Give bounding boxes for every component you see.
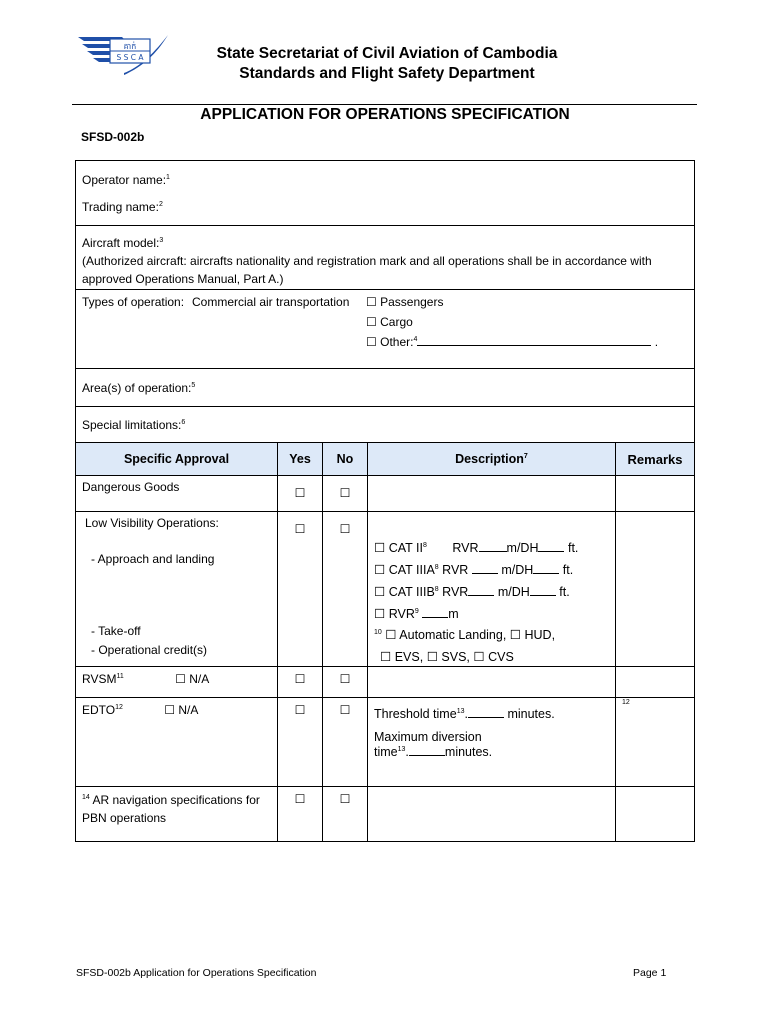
approval-pbn-cont: PBN operations xyxy=(82,811,167,825)
types-row xyxy=(76,290,695,369)
checkbox-icon: ☐ xyxy=(374,541,386,555)
edto-threshold-field[interactable]: Threshold time$^{13}$. minutes. xyxy=(374,707,555,721)
evs-label: EVS, xyxy=(394,650,424,664)
checkbox-icon: ☐ xyxy=(366,295,377,309)
edto-remarks[interactable] xyxy=(616,698,695,787)
blank-line[interactable] xyxy=(468,717,504,718)
footnote-ref: 2 xyxy=(158,201,163,208)
na-label: N/A xyxy=(189,672,210,686)
rvsm-remarks[interactable] xyxy=(616,667,695,698)
max-diversion-time-label: time xyxy=(374,745,398,759)
option-cargo-label: Cargo xyxy=(380,315,413,329)
lvo-approach: - Approach and landing xyxy=(91,552,215,566)
lvo-cat3b-option[interactable] xyxy=(374,584,570,599)
mdh-label: m/DH xyxy=(506,541,539,555)
max-diversion-label: Maximum diversion xyxy=(374,730,482,744)
organization-name xyxy=(180,44,594,84)
option-cargo[interactable] xyxy=(366,315,413,329)
checkbox-icon: ☐ xyxy=(374,585,386,599)
footnote-ref: 9 xyxy=(414,607,419,615)
checkbox-icon: ☐ xyxy=(374,607,386,621)
option-other-label: Other: xyxy=(380,335,414,349)
cat3a-label: CAT IIIA xyxy=(388,563,435,577)
trading-name-label: Trading name: xyxy=(82,200,159,214)
org-line-2: Standards and Flight Safety Department xyxy=(239,65,535,82)
footnote-ref: 13 xyxy=(456,707,465,715)
footnote-ref: 6 xyxy=(181,418,186,426)
footnote-ref: 12 xyxy=(622,699,630,706)
header-remarks: Remarks xyxy=(616,443,695,476)
checkbox-icon: ☐ xyxy=(164,703,176,717)
checkbox-icon: ☐ xyxy=(374,563,386,577)
document-title: APPLICATION FOR OPERATIONS SPECIFICATION xyxy=(200,106,570,123)
hud-label: HUD, xyxy=(524,628,556,642)
option-cvs[interactable] xyxy=(473,650,513,664)
ssca-logo xyxy=(76,31,170,79)
footnote-ref: 1 xyxy=(166,174,170,181)
logo-text-ssca: S S C A xyxy=(116,53,144,62)
lvo-cat3a-option[interactable] xyxy=(374,562,573,577)
dg-no-checkbox[interactable]: ☐ xyxy=(323,476,368,512)
minutes-label: minutes. xyxy=(507,707,555,721)
footnote-ref: 7 xyxy=(523,452,528,460)
edto-max-diversion-field[interactable]: Maximum diversion time$^{13}$. minutes. xyxy=(374,730,609,760)
application-form xyxy=(75,160,695,842)
trading-name-field[interactable] xyxy=(82,198,688,216)
footnote-ref: 12 xyxy=(115,704,123,711)
option-auto-landing[interactable] xyxy=(385,628,506,642)
blank-line[interactable] xyxy=(530,595,556,596)
document-code: SFSD-002b xyxy=(81,130,145,144)
ft-label: ft. xyxy=(567,541,579,555)
option-svs[interactable] xyxy=(427,650,470,664)
approval-pbn: AR navigation specifications for xyxy=(92,793,260,807)
table-row xyxy=(76,476,695,512)
dg-remarks[interactable] xyxy=(616,476,695,512)
rvsm-description[interactable] xyxy=(368,667,616,698)
approval-rvsm: RVSM xyxy=(82,672,117,686)
lvo-rvr-takeoff-option[interactable] xyxy=(374,606,459,621)
header-yes: Yes xyxy=(278,443,323,476)
na-label: N/A xyxy=(178,703,199,717)
rvr-takeoff-label: RVR xyxy=(388,607,415,621)
option-hud[interactable] xyxy=(510,628,555,642)
table-row xyxy=(76,512,695,667)
blank-line[interactable] xyxy=(533,573,559,574)
area-row xyxy=(76,369,695,407)
checkbox-icon: ☐ xyxy=(509,628,522,642)
special-limitations-label: Special limitations: xyxy=(82,417,182,432)
edto-yes-checkbox[interactable]: ☐ xyxy=(278,698,323,787)
lvo-takeoff: - Take-off xyxy=(91,624,141,638)
mdh-label: m/DH xyxy=(501,563,534,577)
header-no: No xyxy=(323,443,368,476)
cvs-label: CVS xyxy=(488,650,514,664)
edto-na-option[interactable] xyxy=(164,703,198,717)
checkbox-icon: ☐ xyxy=(366,335,377,349)
footnote-ref: 5 xyxy=(191,381,196,389)
table-row xyxy=(76,787,695,842)
types-of-operation-label: Types of operation: xyxy=(82,295,185,309)
rvr-label: RVR xyxy=(442,563,469,577)
header-description xyxy=(368,443,616,476)
mdh-label: m/DH xyxy=(497,585,530,599)
lvo-remarks[interactable] xyxy=(616,512,695,667)
approval-edto: EDTO xyxy=(82,703,116,717)
pbn-remarks[interactable] xyxy=(616,787,695,842)
blank-line[interactable] xyxy=(409,755,445,756)
special-row xyxy=(76,407,695,443)
cat2-label: CAT II xyxy=(388,541,423,555)
checkbox-icon: ☐ xyxy=(385,628,397,642)
footnote-ref: 11 xyxy=(116,673,124,680)
rvr-label: RVR xyxy=(442,585,469,599)
aircraft-model-field[interactable] xyxy=(82,234,688,252)
blank-line[interactable] xyxy=(479,551,507,552)
checkbox-icon: ☐ xyxy=(426,650,438,664)
org-line-1: State Secretariat of Civil Aviation of Cambodia xyxy=(216,45,558,62)
pbn-description[interactable] xyxy=(368,787,616,842)
rvsm-no-checkbox[interactable]: ☐ xyxy=(323,667,368,698)
footnote-ref: 13 xyxy=(397,745,406,753)
footnote-ref: 14 xyxy=(82,794,90,801)
area-of-operation-label: Area(s) of operation: xyxy=(82,380,192,395)
approval-header-row xyxy=(76,443,695,476)
ft-label: ft. xyxy=(559,585,570,599)
header-rule xyxy=(72,104,697,105)
footer-document-name: SFSD-002b Application for Operations Specification xyxy=(76,967,317,979)
footnote-ref: 8 xyxy=(422,541,427,549)
dg-yes-checkbox[interactable]: ☐ xyxy=(278,476,323,512)
edto-no-checkbox[interactable]: ☐ xyxy=(323,698,368,787)
header-description-text: Description xyxy=(455,452,524,466)
blank-line[interactable] xyxy=(472,573,498,574)
lvo-vision-options xyxy=(380,649,514,664)
option-evs[interactable] xyxy=(380,650,423,664)
rvsm-yes-checkbox[interactable]: ☐ xyxy=(278,667,323,698)
cat3b-label: CAT IIIB xyxy=(388,585,435,599)
option-other[interactable]: ☐ Other:$^4$ . xyxy=(366,335,659,349)
pbn-no-checkbox[interactable]: ☐ xyxy=(323,787,368,842)
option-passengers[interactable] xyxy=(366,295,443,309)
footnote-ref: 4 xyxy=(413,336,418,343)
checkbox-icon: ☐ xyxy=(366,315,377,329)
lvo-credit: - Operational credit(s) xyxy=(91,643,208,657)
blank-line[interactable] xyxy=(538,551,564,552)
auto-landing-label: Automatic Landing, xyxy=(399,628,507,642)
svs-label: SVS, xyxy=(441,650,470,664)
blank-line[interactable] xyxy=(422,617,448,618)
table-row xyxy=(76,698,695,787)
aircraft-row xyxy=(76,226,695,290)
operator-name-label: Operator name: xyxy=(82,173,167,187)
ft-label: ft. xyxy=(562,563,574,577)
pbn-yes-checkbox[interactable]: ☐ xyxy=(278,787,323,842)
approval-lvo: Low Visibility Operations: xyxy=(85,516,219,530)
dg-description[interactable] xyxy=(368,476,616,512)
lvo-credit-options xyxy=(374,627,555,642)
logo-text-khmer: គាក់ xyxy=(123,42,137,51)
rvsm-na-option[interactable] xyxy=(175,672,209,686)
minutes-label: minutes. xyxy=(444,745,493,759)
blank-line[interactable] xyxy=(468,595,494,596)
other-blank-line[interactable] xyxy=(417,345,651,346)
threshold-label: Threshold time xyxy=(374,707,457,721)
types-of-operation-value: Commercial air transportation xyxy=(192,295,350,309)
footnote-ref: 8 xyxy=(434,563,439,571)
footer-page-number: Page 1 xyxy=(633,967,667,979)
aircraft-model-label: Aircraft model: xyxy=(82,236,160,250)
footnote-ref: 3 xyxy=(159,237,164,244)
table-row xyxy=(76,667,695,698)
header-specific-approval: Specific Approval xyxy=(76,443,278,476)
checkbox-icon: ☐ xyxy=(473,650,485,664)
operator-name-field[interactable] xyxy=(82,171,688,189)
aircraft-note: (Authorized aircraft: aircrafts nationality and registration mark and all operations shall be in accordance with approved Operations Manual, Part A.) xyxy=(82,254,652,286)
operator-row xyxy=(76,161,695,226)
checkbox-icon: ☐ xyxy=(175,672,186,686)
rvr-label: RVR xyxy=(452,541,479,555)
lvo-yes-checkbox[interactable]: ☐ xyxy=(278,512,323,667)
approval-dangerous-goods: Dangerous Goods xyxy=(76,476,278,512)
lvo-cat2-option[interactable] xyxy=(374,540,578,555)
m-label: m xyxy=(448,607,459,621)
footnote-ref: 10 xyxy=(374,628,382,636)
option-passengers-label: Passengers xyxy=(380,295,444,309)
checkbox-icon: ☐ xyxy=(380,650,392,664)
footnote-ref: 8 xyxy=(434,585,439,593)
lvo-no-checkbox[interactable]: ☐ xyxy=(323,512,368,667)
